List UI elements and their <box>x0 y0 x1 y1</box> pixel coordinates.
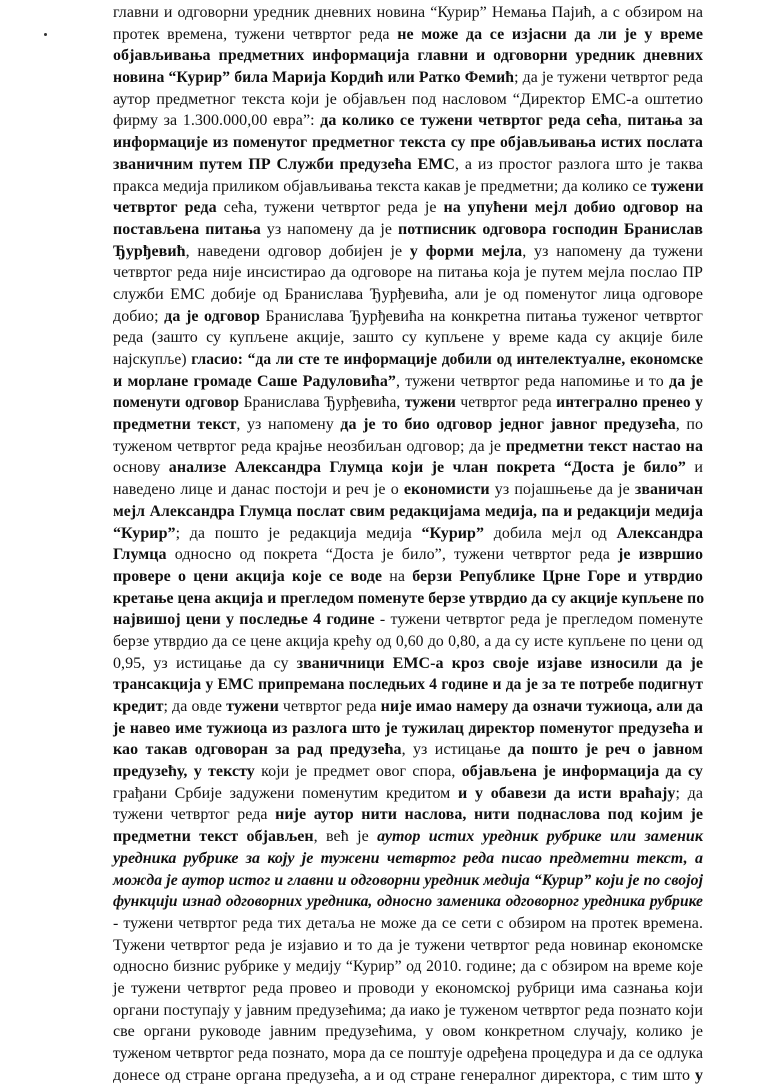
text-run: уз напомену да је <box>260 220 398 238</box>
text-line <box>113 24 703 46</box>
text-run: на <box>382 567 413 585</box>
text-line <box>113 978 703 1000</box>
emphasized-text-run: да пошто је реч о јавном <box>508 741 703 759</box>
emphasized-text-run: је извршио <box>618 546 704 564</box>
emphasized-text-run: Ђурђевић <box>113 242 186 260</box>
text-line <box>113 653 703 675</box>
emphasized-text-run: званичан <box>634 481 703 499</box>
emphasized-text-run: као такав одговоран за рад предузећа <box>113 741 402 759</box>
text-line <box>113 262 703 284</box>
text-line <box>113 479 703 501</box>
scan-speck <box>44 33 47 36</box>
emphasized-text-run: економисти <box>403 481 490 499</box>
text-run: и <box>685 459 704 477</box>
emphasized-text-run: на упућени мејл добио одговор на <box>443 199 704 217</box>
text-line <box>113 327 703 349</box>
text-line <box>113 67 703 89</box>
emphasized-text-run: гласио: “да ли сте те информације добили од интелектуалне, економске <box>191 351 703 368</box>
emphasized-text-run: функцији изнад одговорних уредника, односно заменика одговорног уредника рубрике <box>113 893 703 911</box>
text-line <box>113 631 703 653</box>
text-line <box>113 588 703 610</box>
text-line <box>113 176 703 198</box>
text-line <box>113 674 703 696</box>
text-line <box>113 284 703 306</box>
text-line <box>113 371 703 393</box>
text-line <box>113 89 703 111</box>
text-line <box>113 306 703 328</box>
text-line <box>113 197 703 219</box>
text-line <box>113 544 703 566</box>
text-run: туженом четвртог реда познато, мора да се поштује одређена процедура и да се одлука <box>113 1045 703 1062</box>
emphasized-text-run: аутор истих уредник рубрике или заменик <box>377 828 703 846</box>
emphasized-text-run: четвртог реда <box>113 199 217 217</box>
text-line <box>113 804 703 826</box>
text-line <box>113 609 703 631</box>
emphasized-text-run: да је одговор <box>164 307 260 325</box>
text-run: протек времена, тужени четвртог реда <box>113 25 398 43</box>
text-run: добио; <box>113 307 165 325</box>
text-run: аутор предметног текста који је објављен под насловом “Директор ЕМС-а оштетио <box>113 90 703 108</box>
emphasized-text-run: у <box>694 1066 703 1084</box>
emphasized-text-run: је навео име тужиоца из разлога што је тужилац директор поменутог предузећа и <box>113 719 703 737</box>
text-line <box>113 718 703 740</box>
text-line <box>113 826 703 848</box>
emphasized-text-run: провере о цени акција које се воде <box>113 567 383 585</box>
emphasized-text-run: предметни текст <box>113 416 237 434</box>
text-run: који је предмет овог спора, <box>254 763 462 781</box>
text-run: односно бизнис рубрике у медију “Курир” од 2010. године; да с обзиром на време које <box>113 958 703 976</box>
emphasized-text-run: новина “Курир” била Марија Кордић или Ратко Фемић <box>113 69 515 87</box>
emphasized-text-run: објављивања предметних информација главни и одговорни уредник дневних <box>113 47 703 65</box>
emphasized-text-run: да је то био одговор једног јавног предузећа <box>340 416 676 434</box>
emphasized-text-run: тужени <box>404 394 456 412</box>
text-line <box>113 1043 703 1065</box>
text-run: сећа, тужени четвртог реда је <box>216 199 444 217</box>
text-run: односно од покрета “Доста је било”, тужени четвртог реда <box>166 546 619 564</box>
text-line <box>113 436 703 458</box>
text-line <box>113 696 703 718</box>
text-run: грађани Србије задужени поменутим кредитом <box>113 784 459 802</box>
text-run: , уз напомену <box>236 416 341 434</box>
emphasized-text-run: мејл Александра Глумца послат свим редакцијама медија, па и редакцији медија <box>113 502 703 520</box>
text-run: , а из простог разлога што је таква <box>454 155 703 173</box>
text-run: Бранислава Ђурђевића, <box>239 394 405 412</box>
text-line <box>113 110 703 132</box>
emphasized-text-run: тужени <box>226 698 279 715</box>
text-run: органи поступају у јавним предузећима; да иако је туженом четвртог реда познато који <box>113 1001 703 1019</box>
text-line <box>113 219 703 241</box>
text-line <box>113 501 703 523</box>
text-line <box>113 566 703 588</box>
emphasized-text-run: берзи Републике Црне Горе и утврдио <box>412 567 703 585</box>
text-line <box>113 154 703 176</box>
emphasized-text-run: трансакција у ЕМС припремана последњих 4 године и да је за те потребе подигнут <box>113 676 703 694</box>
text-line <box>113 1000 703 1022</box>
emphasized-text-run: уредника рубрике за коју је тужени четвртог реда писао предметни текст, а <box>113 849 703 867</box>
text-run: фирму за 1.300.000,00 евра”: <box>113 112 321 130</box>
text-run: четвртог реда <box>455 394 557 412</box>
text-run: , уз истицање <box>401 741 509 759</box>
document-page <box>113 2 703 1086</box>
text-line <box>113 45 703 67</box>
emphasized-text-run: да је <box>669 372 703 390</box>
emphasized-text-run: највишој цени у последње 4 године <box>113 611 375 629</box>
text-run: , уз напомену да тужени <box>522 242 703 260</box>
text-run: четвртог реда није инсистирао да одговоре на питања која је путем мејла послао ПР <box>113 264 703 282</box>
text-line <box>113 761 703 783</box>
text-line <box>113 349 703 371</box>
emphasized-text-run: предметни текст настао на <box>505 437 703 455</box>
emphasized-text-run: информације из поменутог предметног текста су пре објављивања истих послата <box>113 134 703 152</box>
text-run: , наведени одговор добијен је <box>185 242 410 260</box>
text-run: служби ЕМС добије од Бранислава Ђурђевића, али је од поменутог лица одговоре <box>113 285 703 303</box>
text-run: тужени четвртог реда <box>113 806 276 824</box>
text-line <box>113 956 703 978</box>
emphasized-text-run: објављена је информација да су <box>461 763 703 781</box>
emphasized-text-run: предузећу, у тексту <box>113 763 255 781</box>
text-run: 0,95, уз истицање да су <box>113 654 297 672</box>
text-run: четвртог реда <box>278 698 381 715</box>
emphasized-text-run: званичним путем ПР Служби предузећа ЕМС <box>113 155 455 173</box>
text-run: ; да пошто је редакција медија <box>175 524 422 542</box>
emphasized-text-run: предметни текст објављен <box>113 828 314 846</box>
text-line <box>113 1065 703 1086</box>
text-run: - тужени четвртог реда тих детаља не може да се сети с обзиром на протек времена. <box>113 914 703 932</box>
emphasized-text-run: у форми мејла <box>409 242 523 260</box>
text-run: ; да <box>675 784 703 802</box>
text-run: је тужени четвртог реда провео и проводи у економској рубрици има сазнања који <box>113 979 703 997</box>
text-run: туженом четвртог реда крајње неозбиљан одговор; да је <box>113 437 506 455</box>
emphasized-text-run: “Курир” <box>113 524 176 542</box>
text-run: уз појашњење да је <box>489 481 635 499</box>
emphasized-text-run: питања за <box>627 112 703 130</box>
text-line <box>113 241 703 263</box>
text-line <box>113 848 703 870</box>
text-run: све органи руководе јавним предузећима, у овом конкретном случају, колико је <box>113 1023 703 1041</box>
emphasized-text-run: није аутор нити наслова, нити поднаслова под којим је <box>275 806 703 824</box>
text-line <box>113 392 703 414</box>
emphasized-text-run: не може да се изјасни да ли је у време <box>397 25 704 43</box>
text-line <box>113 935 703 957</box>
text-line <box>113 783 703 805</box>
emphasized-text-run: интегрално пренео у <box>556 394 703 412</box>
text-line <box>113 1021 703 1043</box>
text-run: донесе од стране органа предузећа, а и од стране генералног директора, с тим што <box>113 1066 695 1084</box>
text-run: ; да овде <box>163 698 227 715</box>
text-run: реда (зашто су купљене акције, зашто су купљене у време када су акције биле <box>113 329 703 347</box>
text-line <box>113 913 703 935</box>
emphasized-text-run: Александра <box>616 524 703 542</box>
text-run: Бранислава Ђурђевића на конкретна питања туженог четвртог <box>259 307 703 325</box>
text-line <box>113 870 703 892</box>
text-run: ; да је тужени четвртог реда <box>514 69 703 87</box>
text-run: , <box>617 112 628 130</box>
emphasized-text-run: поменути одговор <box>113 394 240 412</box>
text-line <box>113 132 703 154</box>
text-run: пракса медија приликом објављивања текста какав је предметни; да колико се <box>113 177 651 195</box>
emphasized-text-run: можда је аутор истог и главни и одговорни уредник медија “Курир” који је по својој <box>113 871 703 889</box>
text-line <box>113 523 703 545</box>
text-line <box>113 414 703 436</box>
text-run: Тужени четвртог реда је изјавио и то да је тужени четвртог реда новинар економске <box>113 936 703 954</box>
emphasized-text-run: кретање цена акција и прегледом поменуте берзе утврдио да су акције купљене по <box>113 589 705 607</box>
text-run: наведено лице и данас постоји и реч је о <box>113 481 404 499</box>
emphasized-text-run: званичници ЕМС-а кроз своје изјаве износили да је <box>296 654 703 672</box>
text-run: основу <box>113 459 169 477</box>
emphasized-text-run: и морлане громаде Саше Радуловића” <box>113 372 396 390</box>
emphasized-text-run: тужени <box>650 177 704 195</box>
emphasized-text-run: и у обавези да исти враћају <box>458 784 676 802</box>
text-line <box>113 739 703 761</box>
text-line <box>113 457 703 479</box>
emphasized-text-run: да колико се тужени четвртог реда сећа <box>320 112 618 130</box>
emphasized-text-run: није имао намеру да означи тужиоца, али да <box>380 698 703 715</box>
text-run: берзе утврдио да се цене акција крећу од 0,60 до 0,80, а да су исте купљене по цени од <box>113 632 703 650</box>
emphasized-text-run: “Курир” <box>421 524 485 542</box>
emphasized-text-run: кредит <box>113 698 164 715</box>
emphasized-text-run: потписник одговора господин Бранислав <box>397 220 704 238</box>
text-line <box>113 2 703 24</box>
text-run: - тужени четвртог реда је прегледом поменуте <box>374 611 703 629</box>
text-run: , тужени четвртог реда напомиње и то <box>395 372 670 390</box>
emphasized-text-run: постављена питања <box>113 220 261 238</box>
text-run: , по <box>675 416 704 434</box>
text-run: добила мејл од <box>484 524 617 542</box>
emphasized-text-run: Глумца <box>113 546 167 564</box>
text-run: , већ је <box>313 828 378 846</box>
text-run: најскупље) <box>113 351 192 368</box>
emphasized-text-run: анализе Александра Глумца који је члан покрета “Доста је било” <box>168 459 686 477</box>
text-line <box>113 891 703 913</box>
text-run: главни и одговорни уредник дневних новина “Курир” Немања Пајић, а с обзиром на <box>113 4 703 21</box>
